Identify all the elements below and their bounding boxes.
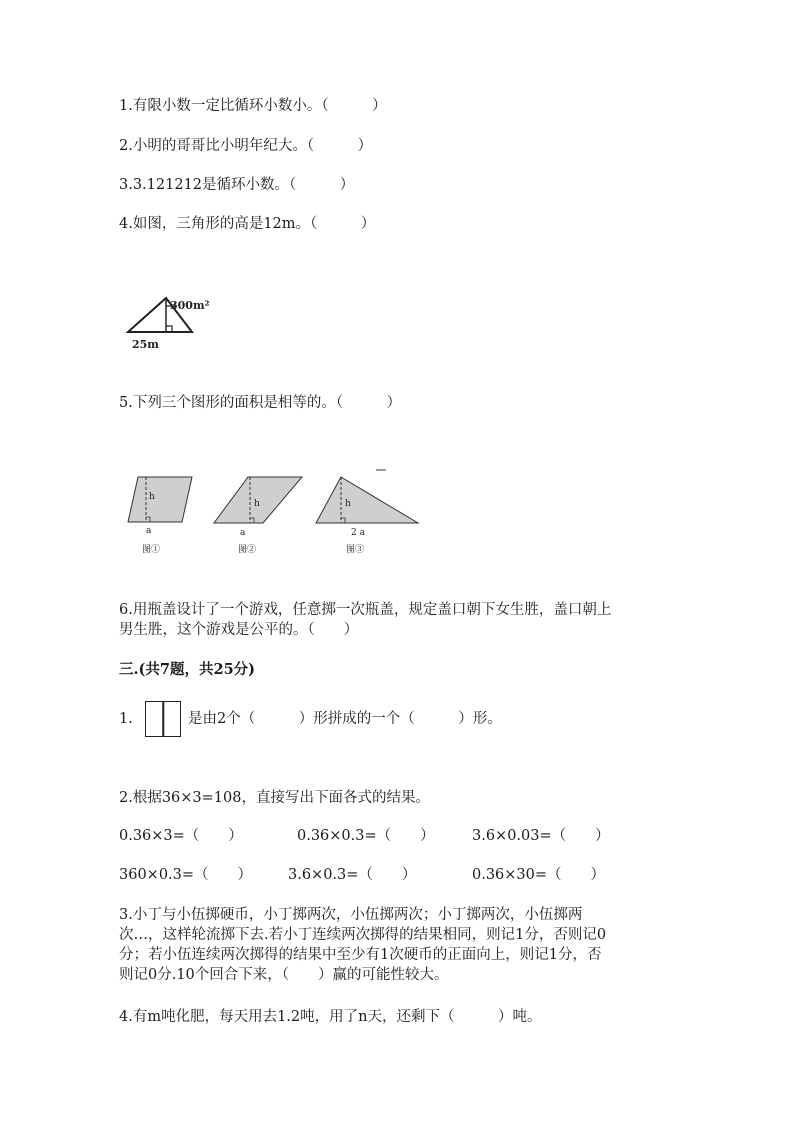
parallelogram-1 <box>128 477 192 522</box>
rectangle-divider <box>162 702 164 736</box>
question-2: 2.小明的哥哥比小明年纪大。（ ） <box>119 138 373 154</box>
h-label-1: h <box>149 492 155 502</box>
triangle-figure <box>122 292 232 352</box>
caption-1: 图① <box>142 545 161 555</box>
question-5: 5.下列三个图形的面积是相等的。（ ） <box>119 395 402 411</box>
s3-question-3-line-2: 次…，这样轮流掷下去.若小丁连续两次掷得的结果相同，则记1分，否则记0 <box>119 927 607 943</box>
two-a-label: 2 a <box>351 528 365 538</box>
s3-question-2: 2.根据36×3=108，直接写出下面各式的结果。 <box>119 790 430 806</box>
question-6-line-2: 男生胜，这个游戏是公平的。（ ） <box>119 622 359 638</box>
area-label: 300m² <box>170 299 210 312</box>
s3-question-4: 4.有m吨化肥，每天用去1.2吨，用了n天，还剩下（ ）吨。 <box>119 1009 542 1025</box>
s3-question-1-text: 是由2个（ ）形拼成的一个（ ）形。 <box>188 711 502 727</box>
question-1: 1.有限小数一定比循环小数小。（ ） <box>119 98 387 114</box>
h-label-2: h <box>254 499 260 509</box>
a-label-1: a <box>146 526 152 536</box>
a-label-2: a <box>240 528 246 538</box>
s3-question-3-line-3: 分；若小伍连续两次掷得的结果中至少有1次硬币的正面向上，则记1分，否 <box>119 947 602 963</box>
split-rectangle-figure <box>145 701 181 737</box>
s3-question-3-line-4: 则记0分.10个回合下来，（ ）赢的可能性较大。 <box>119 967 449 983</box>
question-3: 3.3.121212是循环小数。（ ） <box>119 177 355 193</box>
three-shapes-figure <box>120 465 430 560</box>
question-6-line-1: 6.用瓶盖设计了一个游戏，任意掷一次瓶盖，规定盖口朝下女生胜，盖口朝上 <box>119 602 612 618</box>
calc-item: 0.36×0.3=（ ） <box>297 828 435 844</box>
calc-item: 360×0.3=（ ） <box>119 867 253 883</box>
caption-2: 图② <box>238 545 257 555</box>
calc-item: 3.6×0.3=（ ） <box>288 867 417 883</box>
section-3-heading: 三.(共7题，共25分) <box>119 661 256 678</box>
s3-question-1-number: 1. <box>119 711 133 727</box>
base-label: 25m <box>132 338 159 351</box>
s3-question-3-line-1: 3.小丁与小伍掷硬币，小丁掷两次，小伍掷两次；小丁掷两次，小伍掷两 <box>119 907 583 923</box>
triangle-3 <box>316 477 418 523</box>
calc-item: 0.36×3=（ ） <box>119 828 243 844</box>
h-label-3: h <box>345 499 351 509</box>
caption-3: 图③ <box>346 545 365 555</box>
calc-item: 0.36×30=（ ） <box>472 867 606 883</box>
calc-item: 3.6×0.03=（ ） <box>472 828 610 844</box>
question-4: 4.如图，三角形的高是12m。（ ） <box>119 216 376 232</box>
